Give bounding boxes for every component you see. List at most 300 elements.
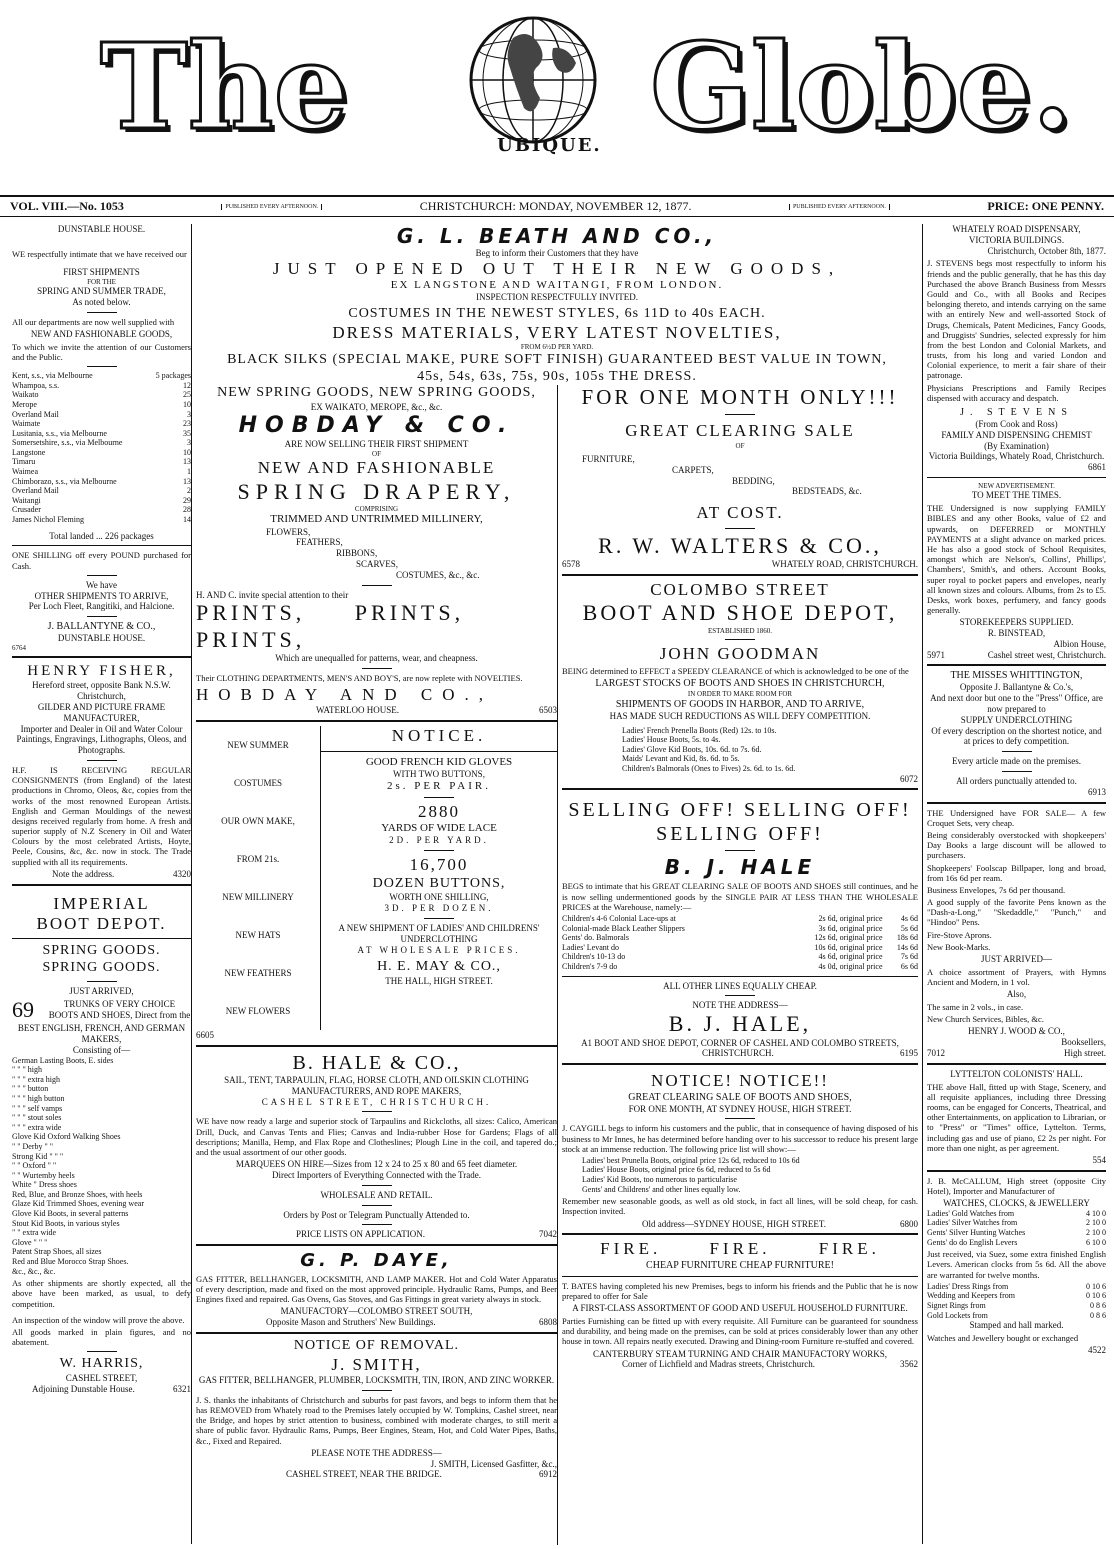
- notice-2880: 2880: [418, 801, 460, 821]
- overstock: Being considerably overstocked with shopkeepers' Day Books a large discount will be allowed to purchasers.: [927, 829, 1106, 861]
- boot-item: Glove " " ": [12, 1237, 48, 1247]
- stevens-name: J. STEVENS: [960, 407, 1073, 419]
- bjhale-signature: B. J. HALE,: [668, 1011, 812, 1037]
- fisher-note: Note the address.: [52, 868, 115, 879]
- bjhale-row: Ladies' Levant do 10s 6d, original price 14s 6d: [562, 942, 918, 952]
- boot-marked: All goods marked in plain figures, and no abatement.: [12, 1326, 191, 1348]
- ad-number: 4320: [173, 868, 191, 879]
- walters-great: GREAT CLEARING SALE: [625, 421, 855, 441]
- whittington-made: Every article made on the premises.: [952, 756, 1081, 767]
- hobday-feathers: FEATHERS,: [296, 537, 343, 548]
- whittington-supply: SUPPLY UNDERCLOTHING: [960, 714, 1073, 725]
- boot-items: [12, 1056, 191, 1277]
- boot-item: " " " stout soles: [12, 1113, 62, 1123]
- walters-month: FOR ONE MONTH ONLY!!!: [581, 385, 899, 409]
- column-4: [922, 224, 1106, 1544]
- smith-text: J. S. thanks the inhabitants of Christchurch and suburbs for past favors, and begs to inform them that he has REMOVED from Whately road to the Premises lately occupied by W. Tompkins, Cashel street, near the Bridge, and hopes by strict attention to business, combined with moderate charges, to still merit a share of public favor. Hydraulic Rams, Pumps, Beer Engines, Steam, Hot, and Cold Water Pipes, Baths, &c., Fixed and Repaired.: [196, 1394, 557, 1446]
- notice-sidebar-item: NEW SUMMER: [227, 739, 289, 750]
- hobday-clothing: Their CLOTHING DEPARTMENTS, MEN'S AND BOY'S, are now replete with NOVELTIES.: [196, 672, 523, 683]
- hobday-signature: HOBDAY AND CO.,: [196, 685, 494, 705]
- smith-please: PLEASE NOTE THE ADDRESS—: [311, 1447, 442, 1458]
- dunstable-goods: NEW AND FASHIONABLE GOODS,: [30, 328, 173, 339]
- dunstable-all: All our departments are now well supplied with: [12, 316, 175, 327]
- bjhale-note: NOTE THE ADDRESS—: [692, 1000, 788, 1011]
- imperial-title: IMPERIAL: [53, 893, 150, 913]
- binstead-cashel: Cashel street west, Christchurch.: [987, 649, 1106, 660]
- caygill-item: Ladies' House Boots, original price 6s 6d, reduced to 5s 6d: [582, 1165, 771, 1175]
- ad-number: 7042: [539, 1229, 557, 1240]
- bjhale-addr: A1 BOOT AND SHOE DEPOT, CORNER OF CASHEL AND COLOMBO STREETS,: [581, 1037, 899, 1048]
- walters-bedsteads: BEDSTEADS, &c.: [792, 486, 862, 497]
- bjhale-selling: SELLING OFF! SELLING OFF! SELLING OFF!: [568, 799, 912, 846]
- beath-beg: Beg to inform their Customers that they have: [475, 248, 639, 258]
- wood-arrived: JUST ARRIVED—: [980, 954, 1053, 965]
- notice-sidebar-item: COSTUMES: [233, 777, 282, 788]
- shipments-total: Total landed ... 226 packages: [49, 530, 154, 541]
- hobday-of: OF: [372, 449, 381, 458]
- bhale-price: PRICE LISTS ON APPLICATION.: [296, 1229, 426, 1240]
- hobday-name: HOBDAY & CO.: [238, 412, 515, 438]
- shipment-row: Chimborazo, s.s., via Melbourne 13: [12, 476, 191, 486]
- fire-corner: Corner of Lichfield and Madras streets, Christchurch.: [622, 1359, 815, 1370]
- mccallum-row: Ladies' Dress Rings from 0 10 6: [927, 1281, 1106, 1291]
- dunstable-season: SPRING AND SUMMER TRADE,: [37, 286, 166, 297]
- goodman-item: Ladies' French Prenella Boots (Red) 12s. to 10s.: [622, 725, 777, 735]
- goodman-depot: BOOT AND SHOE DEPOT,: [582, 600, 898, 626]
- mccallum-text: J. B. McCALLUM, High street (opposite City Hotel), Importer and Manufacturer of: [927, 1175, 1106, 1196]
- notice-yard: 2D. PER YARD.: [389, 835, 489, 846]
- beath-ex: EX LANGSTONE AND WAITANGI, FROM LONDON.: [390, 279, 724, 292]
- boot-inspection: An inspection of the window will prove the above.: [12, 1314, 185, 1325]
- masthead: [0, 0, 1114, 195]
- albion: Albion House,: [1053, 638, 1106, 649]
- goodman-item: Maids' Levant and Kid, 8s. 6d. to 5s.: [622, 754, 740, 764]
- wood-high: High street.: [1064, 1047, 1106, 1058]
- trunk-count: 69: [12, 996, 34, 1022]
- newad: NEW ADVERTISEMENT.: [978, 482, 1055, 490]
- ad-number: 3562: [900, 1359, 918, 1370]
- bjhale-text: BEGS to intimate that his GREAT CLEARING SALE OF BOOTS AND SHOES still continues, and he is now selling undermentioned goods by the SINGLE PAIR AT LESS THAN THE WHOLESALE PRICES at the Warehouse, namely:—: [562, 881, 918, 912]
- notice-sidebar-item: NEW HATS: [235, 929, 281, 940]
- walters-of: OF: [735, 441, 745, 450]
- mccallum-row: Gold Lockets from 0 8 6: [927, 1310, 1106, 1320]
- smith-trade: GAS FITTER, BELLHANGER, PLUMBER, LOCKSMITH, TIN, IRON, AND ZINC WORKER.: [198, 1375, 555, 1386]
- harris-street: CASHEL STREET,: [65, 1373, 138, 1384]
- notice-sidebar-item: NEW FEATHERS: [224, 967, 292, 978]
- whittington-opp: Opposite J. Ballantyne & Co.'s,: [959, 682, 1074, 693]
- ad-number: 554: [1092, 1154, 1106, 1165]
- beath-opened: JUST OPENED OUT THEIR NEW GOODS,: [272, 258, 842, 278]
- boot-item: " " " extra high: [12, 1074, 61, 1084]
- shipment-row: Waimea 1: [12, 467, 191, 477]
- boot-item: " " Derby " ": [12, 1141, 54, 1151]
- mccallum-row: Signet Rings from 0 8 6: [927, 1300, 1106, 1310]
- daye-man: MANUFACTORY—COLOMBO STREET SOUTH,: [280, 1306, 473, 1317]
- bjhale-name: B. J. HALE: [664, 855, 816, 880]
- goodman-shipments: SHIPMENTS OF GOODS IN HARBOR, AND TO ARRIVE,: [615, 698, 865, 710]
- envelopes: Business Envelopes, 7s 6d per thousand.: [927, 884, 1066, 895]
- lyttelton-title: LYTTELTON COLONISTS' HALL.: [950, 1068, 1083, 1079]
- beath-costumes: COSTUMES IN THE NEWEST STYLES, 6s 11D to 40s EACH.: [348, 306, 766, 322]
- binstead: R. BINSTEAD,: [987, 628, 1046, 639]
- whittington-orders: All orders punctually attended to.: [956, 776, 1077, 787]
- bhale-orders: Orders by Post or Telegram Punctually Attended to.: [283, 1209, 470, 1220]
- walters-furniture: FURNITURE,: [582, 453, 635, 464]
- notice-buttons: WITH TWO BUTTONS,: [393, 768, 485, 779]
- shipment-row: Waikato 25: [12, 390, 191, 400]
- whittington-every: Of every description on the shortest notice, and at prices to defy competition.: [931, 725, 1102, 747]
- goodman-colombo: COLOMBO STREET: [650, 579, 830, 599]
- boot-item: Glaze Kid Trimmed Shoes, evening wear: [12, 1199, 144, 1209]
- walters-carpets: CARPETS,: [672, 464, 714, 475]
- meet-times: TO MEET THE TIMES.: [971, 490, 1062, 501]
- shipment-row: James Nichol Fleming 14: [12, 515, 191, 525]
- notice-sidebar: [196, 726, 321, 1030]
- walters-addr: WHATELY ROAD, CHRISTCHURCH.: [771, 558, 918, 569]
- shipment-row: Whampoa, s.s. 12: [12, 380, 191, 390]
- shipment-row: Somersetshire, s.s., via Melbourne 3: [12, 438, 191, 448]
- boot-depot-title: BOOT DEPOT.: [36, 914, 167, 934]
- column-2: [196, 385, 558, 1545]
- harris-adjoining: Adjoining Dunstable House.: [32, 1383, 135, 1394]
- caygill-item: Ladies' Kid Boots, too numerous to particularise: [582, 1175, 737, 1185]
- stevens-exam: (By Examination): [984, 440, 1049, 451]
- stevens-chemist: FAMILY AND DISPENSING CHEMIST: [941, 429, 1092, 440]
- masthead-motto: UBIQUE.: [497, 135, 602, 156]
- hobday-unequalled: Which are unequalled for patterns, wear, and cheapness.: [275, 653, 478, 664]
- ad-number: 7012: [927, 1047, 945, 1058]
- shipment-row: Lusitania, s.s., via Melbourne 35: [12, 428, 191, 438]
- notice-wholesale: AT WHOLESALE PRICES.: [357, 944, 521, 955]
- notice-sidebar-item: OUR OWN MAKE,: [221, 815, 295, 826]
- bjhale-row: Children's 10-13 do 4s 6d, original price 7s 6d: [562, 952, 918, 962]
- shipment-row: Kent, s.s., via Melbourne 5 packages: [12, 371, 191, 381]
- goodman-items: [622, 726, 918, 774]
- wood-church: New Church Services, Bibles, &c.: [927, 1014, 1044, 1025]
- boot-item: Strong Kid " " ": [12, 1151, 64, 1161]
- stevens-physicians: Physicians Prescriptions and Family Recipes dispensed with accuracy and despatch.: [927, 382, 1106, 403]
- shipment-row: Crusader 28: [12, 505, 191, 515]
- boot-item: Red, Blue, and Bronze Shoes, with heels: [12, 1189, 143, 1199]
- ad-number: 6195: [900, 1048, 918, 1059]
- stevens-vicb: Victoria Buildings, Whately Road, Christchurch.: [928, 451, 1105, 462]
- boot-item: " " Oxford " ": [12, 1161, 57, 1171]
- hobday-newspring: NEW SPRING GOODS, NEW SPRING GOODS,: [217, 385, 536, 400]
- caygill-item: Ladies' best Prunella Boots, original price 12s 6d, reduced to 10s 6d: [582, 1155, 800, 1165]
- hobday-waterloo: WATERLOO HOUSE.: [316, 705, 399, 716]
- notice-per: 3D. PER DOZEN.: [384, 903, 494, 914]
- shipment-row: Timaru 13: [12, 457, 191, 467]
- fisher-text: H.F. IS RECEIVING REGULAR CONSIGNMENTS (from England) of the latest productions in Chromo, Oleos, &c, copies from the works of the most renowned European Artists. English and German Mouldings of the newest designs received regularly from home. A fresh and superior supply of N.Z Scenery in Oil and Water Colours by the most celebrated Artists, Hoyte, Peele, Cousins, &c, &c. now in stock. The Trade supplied with all its requirements.: [12, 764, 191, 867]
- beath-name: G. L. BEATH AND CO.,: [396, 224, 718, 248]
- fire-title: FIRE. FIRE. FIRE.: [600, 1239, 880, 1259]
- hobday-flowers: FLOWERS,: [266, 526, 311, 537]
- notice-ship: A NEW SHIPMENT OF LADIES' AND CHILDRENS' UNDERCLOTHING: [338, 922, 540, 944]
- wood-same: The same in 2 vols., in case.: [927, 1002, 1024, 1013]
- stevens-from: (From Cook and Ross): [975, 419, 1058, 430]
- shipment-row: Overland Mail 2: [12, 486, 191, 496]
- notice-title: NOTICE.: [391, 726, 487, 746]
- mccallum-row: Ladies' Gold Watches from 4 10 0: [927, 1208, 1106, 1218]
- beath-advert: [196, 224, 918, 384]
- dunstable-noted: As noted below.: [72, 296, 131, 307]
- fire-works: CANTERBURY STEAM TURNING AND CHAIR MANUFACTORY WORKS,: [593, 1348, 887, 1359]
- ad-number: 6808: [539, 1317, 557, 1328]
- beath-dress: DRESS MATERIALS, VERY LATEST NOVELTIES,: [332, 322, 782, 342]
- shipment-row: Waimate 23: [12, 419, 191, 429]
- bjhale-row: Children's 4-6 Colonial Lace-ups at 2s 6d, original price 4s 6d: [562, 914, 918, 923]
- walters-bedding: BEDDING,: [732, 475, 775, 486]
- mccallum-row: Ladies' Silver Watches from 2 10 0: [927, 1218, 1106, 1228]
- shilling-off: ONE SHILLING off every POUND purchased for Cash.: [12, 550, 191, 571]
- spring-goods-2: SPRING GOODS.: [42, 960, 161, 976]
- notice-sidebar-item: FROM 21s.: [236, 853, 280, 864]
- mccallum-row: Gents' do do English Levers 6 10 0: [927, 1237, 1106, 1247]
- hobday-scarves: SCARVES,: [356, 558, 399, 569]
- bibles-text: THE Undersigned is now supplying FAMILY BIBLES and any other Books, value of £2 and upwards, on DEFERRED or MONTHLY PAYMENTS at a slight advance on marked prices. He has also a good stock of School Requisites, amongst which are Nelson's, Collins', Phillips', Chambers', Smith's, and others. Account Books, super royal to pocket papers and envelopes, nearly all known sizes and colours. Albums, from 2s to £5. Desks, work boxes, perfumery, and fancy goods generally.: [927, 503, 1106, 616]
- bjhale-row: Gents' do. Balmorals 12s 6d, original price 18s 6d: [562, 933, 918, 943]
- consisting: Consisting of—: [72, 1044, 131, 1055]
- storekeepers: STOREKEEPERS SUPPLIED.: [959, 617, 1074, 628]
- notice-pair: 2s. PER PAIR.: [386, 779, 491, 792]
- bhale-ws: WHOLESALE AND RETAIL.: [320, 1189, 433, 1200]
- boot-item: " " Wurtemby heels: [12, 1170, 75, 1180]
- dunstable-title: DUNSTABLE HOUSE.: [57, 224, 146, 234]
- may-name: H. E. MAY & CO.,: [377, 959, 501, 975]
- spring-goods: SPRING GOODS.: [42, 943, 161, 959]
- published-note-2: PUBLISHED EVERY AFTERNOON.: [789, 204, 890, 210]
- ad-number: 6605: [196, 1030, 214, 1041]
- bhale-name: B. HALE & CO.,: [292, 1052, 461, 1075]
- lyttelton-text: THE above Hall, fitted up with Stage, Scenery, and all requisite appliances, including three Dressing rooms, can be engaged for Concerts, Theatrical, and other Entertainments, on application to Librarian, or to "Press" or "Times" office, Lyttelton. Terms, including gas and use of piano, £2 2s per night. For more than one night, as per agreement.: [927, 1081, 1106, 1153]
- goodman-name: JOHN GOODMAN: [659, 643, 821, 663]
- smith-name: J. SMITH,: [331, 1354, 422, 1374]
- whittington-next: And next door but one to the "Press" Office, are now prepared to: [930, 693, 1103, 715]
- trunks: TRUNKS OF VERY CHOICE BOOTS AND SHOES, Direct from the: [48, 999, 191, 1020]
- fire-parties: Parties Furnishing can be fitted up with every requisite. All Furniture can be guaranteed for soundness and durability, and being made on the premises, can be sold at prices considerably lower than any other house in town. All repairs neatly executed. Drawing and Dining-room Furniture re-stuffed and covered.: [562, 1316, 918, 1347]
- caygill-notice: NOTICE! NOTICE!!: [651, 1071, 829, 1091]
- bhale-sail: SAIL, TENT, TARPAULIN, FLAG, HORSE CLOTH, AND OILSKIN CLOTHING MANUFACTURERS, AND ROPE MAKERS,: [224, 1075, 529, 1096]
- boot-item: White " Dress shoes: [12, 1180, 77, 1190]
- ad-number: 6861: [1088, 462, 1106, 473]
- column-1: [12, 224, 192, 1544]
- hobday-nf: NEW AND FASHIONABLE: [257, 458, 496, 478]
- bjhale-price-table: [562, 914, 918, 972]
- notice-dozen: DOZEN BUTTONS,: [372, 875, 506, 891]
- mccallum-received: Just received, via Suez, some extra finished English Levers. American clocks from 5s 6d. All the above are warranted for twelve months.: [927, 1249, 1106, 1280]
- boot-item: " " " high: [12, 1065, 43, 1075]
- walters-name: R. W. WALTERS & CO.,: [598, 532, 882, 558]
- ad-number: 5971: [927, 649, 945, 660]
- hobday-ex: EX WAIKATO, MEROPE, &c., &c.: [310, 401, 443, 412]
- ad-number: 4522: [1088, 1345, 1106, 1356]
- beath-silks: BLACK SILKS (SPECIAL MAKE, PURE SOFT FINISH) GUARANTEED BEST VALUE IN TOWN,: [227, 351, 887, 367]
- boot-item: Red and Blue Morocco Strap Shoes.: [12, 1257, 129, 1267]
- published-note: PUBLISHED EVERY AFTERNOON.: [221, 204, 322, 210]
- mccallum-row: Wedding and Keepers from 0 10 6: [927, 1291, 1106, 1301]
- best-makers: BEST ENGLISH, FRENCH, AND GERMAN MAKERS,: [17, 1023, 186, 1044]
- ad-number: 6321: [173, 1383, 191, 1394]
- bjhale-ch: CHRISTCHURCH.: [702, 1048, 774, 1059]
- fire-text: T. BATES having completed his new Premises, begs to inform his friends and the Public that he is now prepared to offer for Sale: [562, 1280, 918, 1302]
- fisher-trade: GILDER AND PICTURE FRAME MANUFACTURER,: [37, 701, 166, 723]
- just-arrived: JUST ARRIVED,: [69, 986, 134, 996]
- boot-item: " " " button: [12, 1084, 49, 1094]
- bjhale-other: ALL OTHER LINES EQUALLY CHEAP.: [663, 980, 817, 991]
- smith-removal: NOTICE OF REMOVAL.: [293, 1337, 460, 1353]
- fire-assort: A FIRST-CLASS ASSORTMENT OF GOOD AND USEFUL HOUSEHOLD FURNITURE.: [572, 1303, 908, 1314]
- ad-number: 6800: [900, 1218, 918, 1229]
- bjhale-row: Children's 7-9 do 4s 0d, original price 6s 6d: [562, 961, 918, 971]
- notice-sidebar-item: NEW MILLINERY: [222, 891, 294, 902]
- caygill-text: J. CAYGILL begs to inform his customers and the public, that in consequence of having disposed of his business to Mr Innes, he has determined before handing over to his successor to reduce his present large stock at an immense reduction. The following price list will show:—: [562, 1123, 918, 1154]
- aprons: Fire-Stove Aprons.: [927, 929, 992, 940]
- volume-number: VOL. VIII.—No. 1053: [10, 199, 124, 214]
- caygill-sale: GREAT CLEARING SALE OF BOOTS AND SHOES,: [628, 1091, 852, 1103]
- goodman-item: Ladies' Glove Kid Boots, 10s. 6d. to 7s. 6d.: [622, 744, 762, 754]
- beath-prices: 45s, 54s, 63s, 75s, 90s, 105s THE DRESS.: [417, 368, 697, 384]
- mccallum-watches: WATCHES, CLOCKS, & JEWELLERY: [943, 1198, 1090, 1209]
- whately-vic: VICTORIA BUILDINGS.: [968, 234, 1065, 245]
- goodman-item: Children's Balmorals (Ones to Fives) 2s. 6d. to 1s. 6d.: [622, 764, 796, 774]
- boot-item: Stout Kid Boots, in various styles: [12, 1218, 120, 1228]
- stevens-text: J. STEVENS begs most respectfully to inform his friends and the public generally, that he has this day Purchased the above Branch Business from Messrs Gould and Co., with all Books and Recipes belonging thereto, and intends carrying on the same with an entirely New and well-assorted Stock of Drugs, Chemicals, Patent Medicines, Fancy Goods, and Druggists' Sundries, selected expressly for him from the best London and Colonial Markets, and trusts, from his long and varied London and Colonial experience, to merit a fair share of their patronage.: [927, 258, 1106, 381]
- boot-item: Glove Kid Oxford Walking Shoes: [12, 1132, 121, 1142]
- place-date: CHRISTCHURCH: MONDAY, NOVEMBER 12, 1877.: [419, 199, 692, 214]
- goodman-made: HAS MADE SUCH REDUCTIONS AS WILL DEFY COMPETITION.: [609, 710, 871, 721]
- price: PRICE: ONE PENNY.: [987, 199, 1104, 214]
- dunstable-intro: WE respectfully intimate that we have received our: [12, 248, 187, 259]
- ad-number: 6503: [539, 705, 557, 716]
- wood-prayers: A choice assortment of Prayers, with Hymns Ancient and Modern, in 1 vol.: [927, 966, 1106, 988]
- fisher-address: Hereford street, opposite Bank N.S.W. Christchurch,: [32, 680, 171, 702]
- notice-16700: 16,700: [409, 855, 469, 875]
- may-notice: [196, 726, 557, 1030]
- boot-item: " " " extra wide: [12, 1122, 62, 1132]
- shipment-row: Overland Mail 3: [12, 409, 191, 419]
- goodman-being: BEING determined to EFFECT a SPEEDY CLEARANCE of which is acknowledged to be one of the: [562, 666, 909, 677]
- goodman-largest: LARGEST STOCKS OF BOOTS AND SHOES IN CHRISTCHURCH,: [595, 678, 885, 690]
- notice-sidebar-item: NEW FLOWERS: [225, 1005, 291, 1016]
- goodman-item: Ladies' House Boots, 5s. to 4s.: [622, 735, 721, 745]
- ballantyne-signature: J. BALLANTYNE & CO.,: [47, 621, 156, 633]
- may-hall: THE HALL, HIGH STREET.: [385, 976, 493, 987]
- whittington: THE MISSES WHITTINGTON,: [950, 670, 1083, 682]
- ad-number: 6764: [12, 643, 26, 652]
- goodman-est: ESTABLISHED 1860.: [708, 626, 772, 635]
- dateline: [0, 195, 1114, 217]
- daye-opp: Opposite Mason and Struthers' New Buildings.: [266, 1317, 436, 1328]
- fire-cheap: CHEAP FURNITURE CHEAP FURNITURE!: [646, 1259, 834, 1271]
- hobday-sd: SPRING DRAPERY,: [237, 478, 516, 504]
- mccallum-exchanged: Watches and Jewellery bought or exchanged: [927, 1332, 1079, 1343]
- hobday-prints: PRINTS, PRINTS, PRINTS,: [196, 600, 465, 652]
- harris-signature: W. HARRIS,: [59, 1356, 144, 1372]
- walters-cost: AT COST.: [696, 503, 784, 523]
- boot-item: " " " high button: [12, 1093, 65, 1103]
- mccallum-stamped: Stamped and hall marked.: [969, 1320, 1064, 1331]
- smith-licensed: J. SMITH, Licensed Gasfitter, &c.,: [430, 1458, 557, 1469]
- hobday-trim: TRIMMED AND UNTRIMMED MILLINERY,: [270, 513, 483, 526]
- notice-gloves: GOOD FRENCH KID GLOVES: [365, 755, 513, 768]
- shipments-table: [12, 371, 191, 525]
- shipment-row: Waitangi 29: [12, 495, 191, 505]
- masthead-word-globe: Globe.: [650, 17, 1073, 156]
- foolscap: Shopkeepers' Foolscap Billpaper, long and broad, from 16s 6d per ream.: [927, 862, 1106, 883]
- boot-item: Glove Kid Boots, in several patterns: [12, 1209, 129, 1219]
- goodman-order: IN ORDER TO MAKE ROOM FOR: [687, 690, 793, 699]
- hobday-comp: COMPRISING: [354, 504, 399, 513]
- hobday-costumes: COSTUMES, &c., &c.: [396, 569, 480, 580]
- fisher-name: HENRY FISHER,: [27, 663, 176, 680]
- column-3: [562, 385, 918, 1545]
- caygill-month: FOR ONE MONTH, AT SYDNEY HOUSE, HIGH STREET.: [628, 1103, 852, 1114]
- whately-title: WHATELY ROAD DISPENSARY,: [952, 224, 1081, 234]
- hobday-attention: H. AND C. invite special attention to their: [196, 589, 349, 600]
- bookmarks: New Book-Marks.: [927, 941, 991, 952]
- dunstable-first: FIRST SHIPMENTS: [63, 266, 140, 277]
- hobday-selling: ARE NOW SELLING THEIR FIRST SHIPMENT: [284, 438, 469, 449]
- caygill-item: Gents' and Childrens' and other lines equally low.: [582, 1184, 741, 1194]
- daye-text: GAS FITTER, BELLHANGER, LOCKSMITH, AND LAMP MAKER. Hot and Cold Water Apparatus of every description, made and fixed on the most approved principle. Hydraulic Rams, Pumps, and Beer Engines fixed and repaired. Gas Ovens, Gas Stoves, and Gas Fittings in great variety always in stock.: [196, 1273, 557, 1305]
- pens: A good supply of the favorite Pens known as the "Dash-a-Long," "Skedaddle," "Punch," and "Hindoo" Pens.: [927, 897, 1106, 928]
- caygill-old: Old address—SYDNEY HOUSE, HIGH STREET.: [642, 1218, 826, 1229]
- other-shipments: OTHER SHIPMENTS TO ARRIVE,: [34, 590, 169, 601]
- fisher-dealer: Importer and Dealer in Oil and Water Colour Paintings, Engravings, Lithographs, Oleos, and Photographs.: [16, 723, 187, 756]
- forsale: THE Undersigned have FOR SALE— A few Croquet Sets, very cheap.: [927, 807, 1106, 828]
- bhale-text: WE have now ready a large and superior stock of Tarpaulins and Rickcloths, all sizes: Calico, American Drill, Duck, and Canvas Tents and Flies; Canvas and India-rubber Hose for Gardens; Flags of all descriptions; Manilla, Hemp, and Flax Rope and Clotheslines; Plough Line in the coil, and tapered do.; and the usual assortment of our other goods.: [196, 1116, 557, 1158]
- masthead-word-the: The: [100, 17, 349, 156]
- dunstable-for: FOR THE: [87, 277, 116, 286]
- wood-name: HENRY J. WOOD & CO.,: [968, 1026, 1065, 1037]
- dunstable-footer: DUNSTABLE HOUSE.: [57, 633, 146, 644]
- bhale-street: CASHEL STREET, CHRISTCHURCH.: [261, 1096, 492, 1107]
- ad-number: 6913: [1088, 786, 1106, 797]
- we-have: We have: [85, 579, 117, 590]
- boot-item: &c., &c., &c.: [12, 1266, 56, 1276]
- daye-name: G. P. DAYE,: [300, 1250, 453, 1272]
- bhale-marquees: MARQUEES ON HIRE—Sizes from 12 x 24 to 25 x 80 and 65 feet diameter.: [235, 1159, 518, 1170]
- dunstable-invite: To which we invite the attention of our Customers and the Public.: [12, 341, 191, 362]
- mccallum-table-2: [927, 1282, 1106, 1320]
- boot-item: German Lasting Boots, E. sides: [12, 1055, 114, 1065]
- boot-shipments: As other shipments are shortly expected, all the above have been marked, as usual, to defy competition.: [12, 1278, 191, 1309]
- caygill-items: [582, 1156, 918, 1194]
- mccallum-table-1: [927, 1209, 1106, 1247]
- per-loch: Per Loch Fleet, Rangitiki, and Halcione.: [28, 601, 175, 612]
- hobday-ribbons: RIBBONS,: [336, 548, 378, 559]
- shipment-row: Langstone 10: [12, 447, 191, 457]
- boot-item: " " " self vamps: [12, 1103, 63, 1113]
- whately-date: Christchurch, October 8th, 1877.: [987, 245, 1106, 256]
- notice-worth: WORTH ONE SHILLING,: [389, 892, 489, 903]
- ad-number: 6912: [539, 1469, 557, 1480]
- ad-number: 6072: [900, 773, 918, 784]
- wood-book: Booksellers,: [1061, 1037, 1106, 1048]
- smith-cashel: CASHEL STREET, NEAR THE BRIDGE.: [286, 1469, 442, 1480]
- wood-also: Also,: [1006, 989, 1027, 1000]
- shipment-row: Merope 10: [12, 399, 191, 409]
- beath-inspection: INSPECTION RESPECTFULLY INVITED.: [475, 292, 638, 303]
- mccallum-row: Gents' Silver Hunting Watches 2 10 0: [927, 1228, 1106, 1238]
- beath-from: FROM 6½D PER YARD.: [520, 343, 594, 352]
- caygill-remember: Remember new seasonable goods, as well as old stock, in fact all lines, will be sold cheap, for cash. Inspection invited.: [562, 1196, 918, 1217]
- ad-number: 6578: [562, 558, 580, 569]
- boot-item: Patent Strap Shoes, all sizes: [12, 1247, 102, 1257]
- boot-item: " " extra wide: [12, 1228, 57, 1238]
- bjhale-row: Colonial-made Black Leather Slippers 3s 6d, original price 5s 6d: [562, 923, 918, 933]
- bhale-direct: Direct Importers of Everything Connected with the Trade.: [272, 1170, 481, 1180]
